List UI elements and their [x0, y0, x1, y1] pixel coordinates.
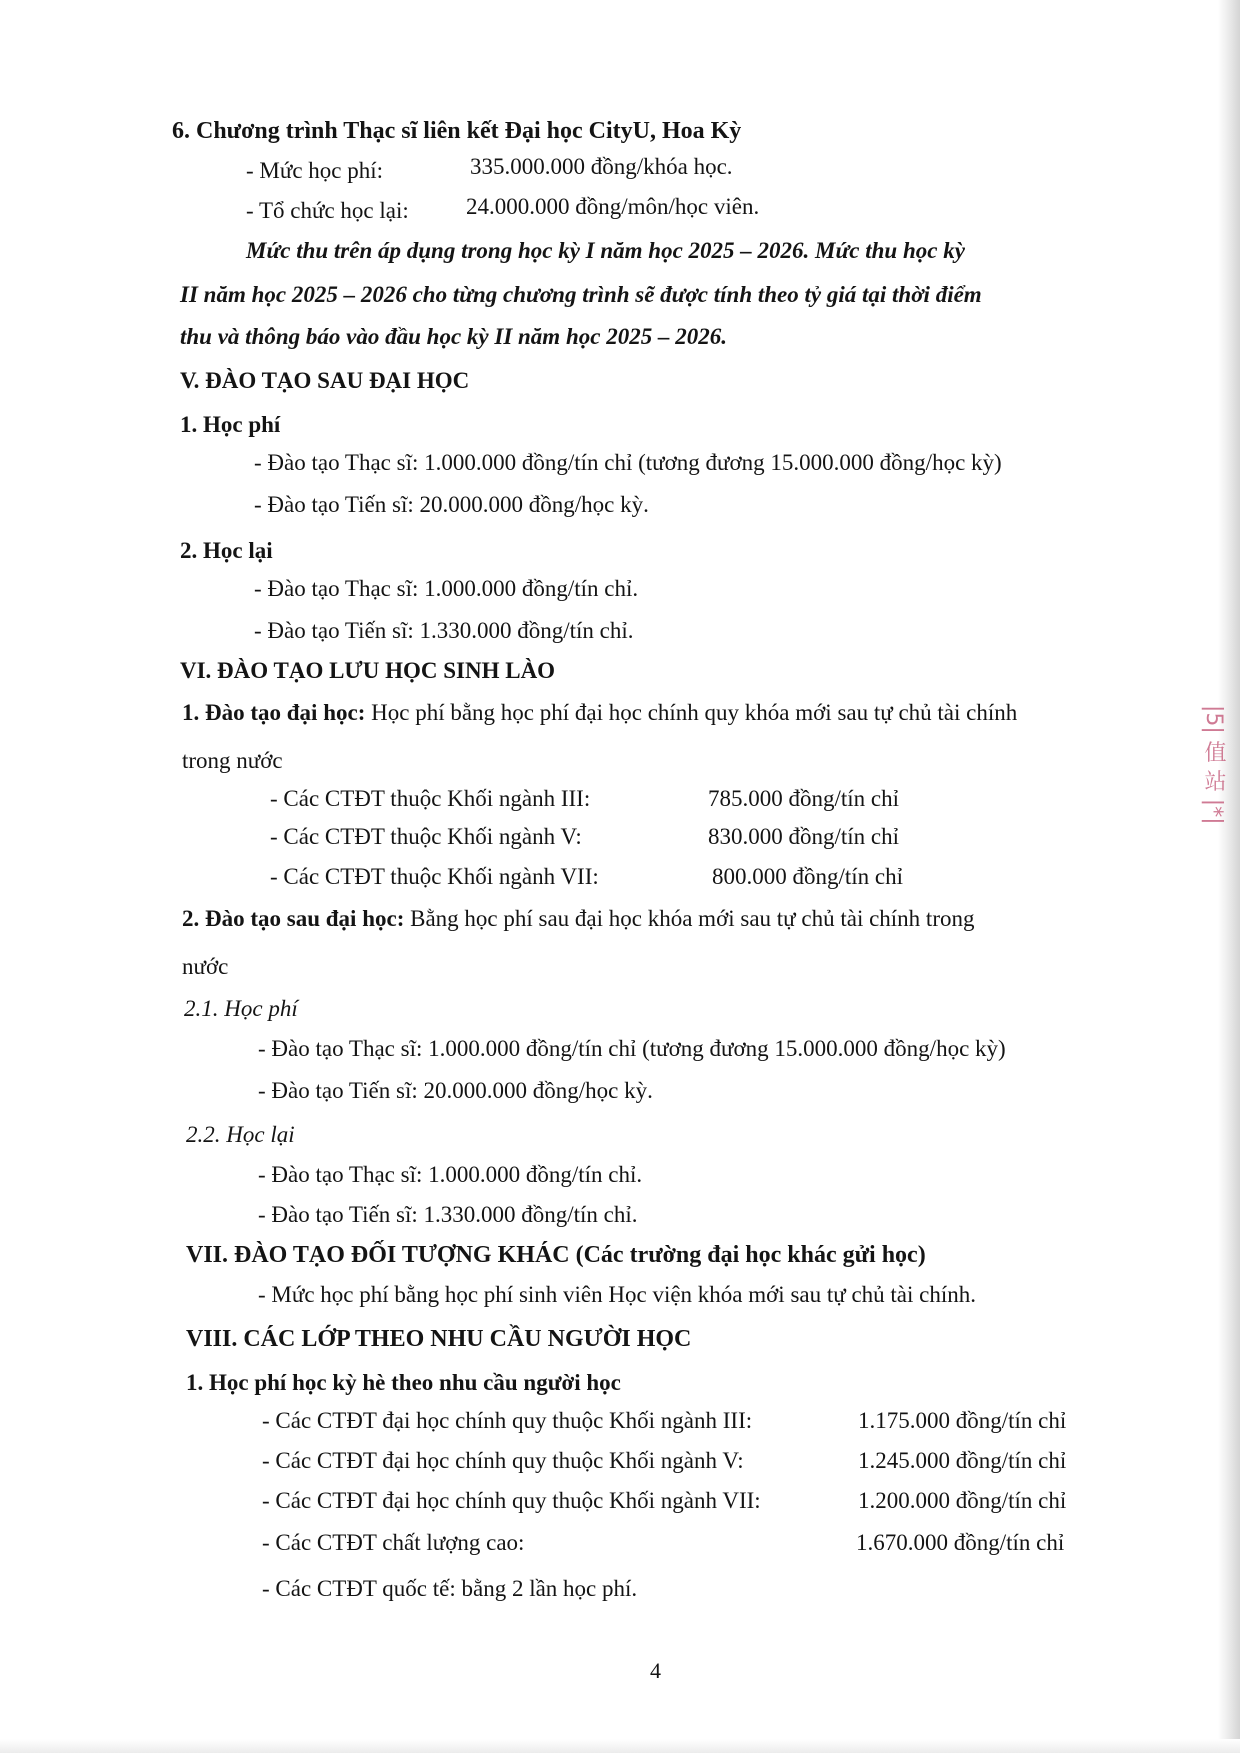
table-row [270, 822, 1170, 852]
section-VIII-last-line: - Các CTĐT quốc tế: bằng 2 lần học phí. [262, 1576, 638, 1601]
postgrad-text: Bằng học phí sau đại học khóa mới sau tự chủ tài chính trong [404, 906, 975, 931]
section-VIII-heading: VIII. CÁC LỚP THEO NHU CẦU NGƯỜI HỌC [186, 1326, 692, 1352]
section-V-tuition-heading: 1. Học phí [180, 412, 281, 437]
table-row [262, 1486, 1162, 1516]
section-VII-heading: VII. ĐÀO TẠO ĐỐI TƯỢNG KHÁC (Các trường đại học khác gửi học) [186, 1242, 926, 1268]
section-VI-retake-master: - Đào tạo Thạc sĩ: 1.000.000 đồng/tín chỉ. [258, 1162, 643, 1187]
row-label: - Các CTĐT chất lượng cao: [262, 1530, 525, 1555]
row-label: - Các CTĐT thuộc Khối ngành VII: [270, 864, 599, 889]
scan-bottom-shadow [0, 1739, 1240, 1753]
retake-value: 24.000.000 đồng/môn/học viên. [466, 194, 760, 219]
section-VIII-subheading: 1. Học phí học kỳ hè theo nhu cầu người học [186, 1370, 621, 1395]
note-line-2: II năm học 2025 – 2026 cho từng chương trình sẽ được tính theo tỷ giá tại thời điểm [180, 282, 982, 307]
section-VI-tuition-master: - Đào tạo Thạc sĩ: 1.000.000 đồng/tín chỉ (tương đương 15.000.000 đồng/học kỳ) [258, 1036, 1006, 1061]
row-label: - Các CTĐT đại học chính quy thuộc Khối ngành III: [262, 1408, 753, 1433]
section-6-heading: 6. Chương trình Thạc sĩ liên kết Đại học CityU, Hoa Kỳ [172, 118, 742, 144]
row-value: 1.245.000 đồng/tín chỉ [858, 1448, 1067, 1473]
section-V-tuition-master: - Đào tạo Thạc sĩ: 1.000.000 đồng/tín chỉ (tương đương 15.000.000 đồng/học kỳ) [254, 450, 1002, 475]
table-row [270, 784, 1170, 814]
section-VII-text: - Mức học phí bằng học phí sinh viên Học viện khóa mới sau tự chủ tài chính. [258, 1282, 977, 1307]
table-row [262, 1406, 1162, 1436]
row-value: 830.000 đồng/tín chỉ [708, 824, 900, 849]
section-VI-heading: VI. ĐÀO TẠO LƯU HỌC SINH LÀO [180, 658, 556, 683]
fee-value: 335.000.000 đồng/khóa học. [470, 154, 733, 179]
row-value: 1.175.000 đồng/tín chỉ [858, 1408, 1067, 1433]
section-VI-retake-heading: 2.2. Học lại [186, 1122, 295, 1147]
section-VI-tuition-phd: - Đào tạo Tiến sĩ: 20.000.000 đồng/học kỳ. [258, 1078, 653, 1103]
section-V-retake-master: - Đào tạo Thạc sĩ: 1.000.000 đồng/tín chỉ. [254, 576, 639, 601]
row-value: 800.000 đồng/tín chỉ [712, 864, 904, 889]
note-line-1: Mức thu trên áp dụng trong học kỳ I năm học 2025 – 2026. Mức thu học kỳ [246, 238, 965, 263]
table-row [262, 1528, 1162, 1558]
table-row [262, 1446, 1162, 1476]
section-VI-postgrad-line-2: nước [182, 954, 229, 979]
fee-label: - Mức học phí: [246, 158, 384, 183]
row-value: 1.670.000 đồng/tín chỉ [856, 1530, 1065, 1555]
row-value: 785.000 đồng/tín chỉ [708, 786, 900, 811]
margin-stamp: |5| 值 站 |*| [1201, 705, 1226, 825]
section-V-retake-phd: - Đào tạo Tiến sĩ: 1.330.000 đồng/tín chỉ. [254, 618, 634, 643]
retake-label: - Tổ chức học lại: [246, 198, 409, 223]
postgrad-label: 2. Đào tạo sau đại học: [182, 906, 405, 931]
section-VI-tuition-heading: 2.1. Học phí [184, 996, 298, 1021]
row-label: - Các CTĐT thuộc Khối ngành V: [270, 824, 582, 849]
section-V-retake-heading: 2. Học lại [180, 538, 273, 563]
scan-page-edge [1218, 0, 1240, 1753]
table-row [270, 862, 1170, 892]
section-VI-undergrad-line-1 [182, 698, 1017, 728]
note-line-3: thu và thông báo vào đầu học kỳ II năm học 2025 – 2026. [180, 324, 727, 349]
row-label: - Các CTĐT thuộc Khối ngành III: [270, 786, 591, 811]
section-V-heading: V. ĐÀO TẠO SAU ĐẠI HỌC [180, 368, 470, 393]
row-label: - Các CTĐT đại học chính quy thuộc Khối ngành VII: [262, 1488, 761, 1513]
section-V-tuition-phd: - Đào tạo Tiến sĩ: 20.000.000 đồng/học kỳ. [254, 492, 649, 517]
undergrad-label: 1. Đào tạo đại học: [182, 700, 366, 725]
row-label: - Các CTĐT đại học chính quy thuộc Khối ngành V: [262, 1448, 744, 1473]
section-VI-retake-phd: - Đào tạo Tiến sĩ: 1.330.000 đồng/tín chỉ. [258, 1202, 638, 1227]
row-value: 1.200.000 đồng/tín chỉ [858, 1488, 1067, 1513]
page-number: 4 [650, 1658, 661, 1683]
section-VI-postgrad-line-1 [182, 904, 975, 934]
undergrad-text: Học phí bằng học phí đại học chính quy khóa mới sau tự chủ tài chính [365, 700, 1018, 725]
section-VI-undergrad-line-2: trong nước [182, 748, 283, 773]
